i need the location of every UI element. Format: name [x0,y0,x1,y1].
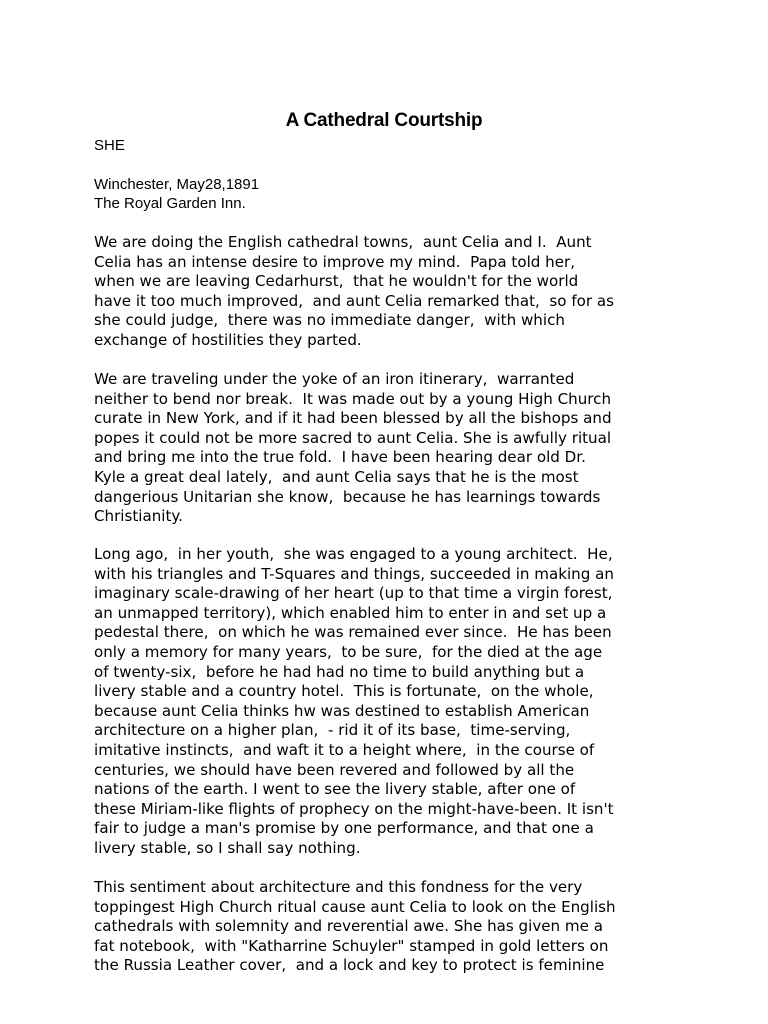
text-line: fat notebook, with "Katharrine Schuyler" stamped in gold letters on [94,936,609,955]
text-line: livery stable, so I shall say nothing. [94,838,361,857]
text-line: curate in New York, and if it had been blessed by all the bishops and [94,409,612,428]
text-line: imaginary scale-drawing of her heart (up to that time a virgin forest, [94,584,613,603]
text-line: Long ago, in her youth, she was engaged to a young architect. He, [94,545,613,563]
text-line: fair to judge a man's promise by one performance, and that one a [94,819,594,838]
text-line: exchange of hostilities they parted. [94,330,362,349]
text-line: with his triangles and T-Squares and things, succeeded in making an [94,564,614,583]
text-line: Christianity. [94,507,183,526]
text-line: an unmapped territory), which enabled him to enter in and set up a [94,603,607,622]
text-line: when we are leaving Cedarhurst, that he wouldn't for the world [94,272,579,291]
text-line: cathedrals with solemnity and reverential awe. She has given me a [94,917,603,936]
paragraph-4 [94,878,694,976]
location-line: The Royal Garden Inn. [94,195,246,212]
text-line: architecture on a higher plan, - rid it of its base, time-serving, [94,721,571,740]
narrator-heading: SHE [94,137,125,154]
text-line: dangerious Unitarian she know, because he has learnings towards [94,487,601,506]
text-line: Celia has an intense desire to improve my mind. Papa told her, [94,252,576,271]
text-line: pedestal there, on which he was remained ever since. He has been [94,623,612,642]
text-line: We are doing the English cathedral towns, aunt Celia and I. Aunt [94,233,592,251]
text-line: neither to bend nor break. It was made out by a young High Church [94,389,612,408]
text-line: centuries, we should have been revered and followed by all the [94,760,575,779]
paragraph-2 [94,370,694,527]
text-line: nations of the earth. I went to see the livery stable, after one of [94,780,576,799]
text-line: these Miriam-like flights of prophecy on the might-have-been. It isn't [94,799,614,818]
document-title: A Cathedral Courtship [285,110,483,131]
text-line: because aunt Celia thinks hw was destined to establish American [94,701,590,720]
text-line: have it too much improved, and aunt Celia remarked that, so for as [94,291,614,310]
dateline: Winchester, May28,1891 [94,176,260,193]
text-line: only a memory for many years, to be sure, for the died at the age [94,642,603,661]
text-line: popes it could not be more sacred to aunt Celia. She is awfully ritual [94,428,612,447]
text-line: We are traveling under the yoke of an iron itinerary, warranted [94,370,575,388]
text-line: of twenty-six, before he had had no time to build anything but a [94,662,585,681]
text-line: imitative instincts, and waft it to a height where, in the course of [94,740,595,759]
text-line: This sentiment about architecture and this fondness for the very [94,878,583,896]
text-line: toppingest High Church ritual cause aunt Celia to look on the English [94,897,616,916]
text-line: and bring me into the true fold. I have been hearing dear old Dr. [94,448,586,467]
paragraph-1 [94,233,694,351]
text-line: Kyle a great deal lately, and aunt Celia says that he is the most [94,467,579,486]
text-line: she could judge, there was no immediate danger, with which [94,311,565,330]
text-line: the Russia Leather cover, and a lock and key to protect is feminine [94,956,605,975]
text-line: livery stable and a country hotel. This is fortunate, on the whole, [94,682,594,701]
paragraph-3 [94,545,694,859]
